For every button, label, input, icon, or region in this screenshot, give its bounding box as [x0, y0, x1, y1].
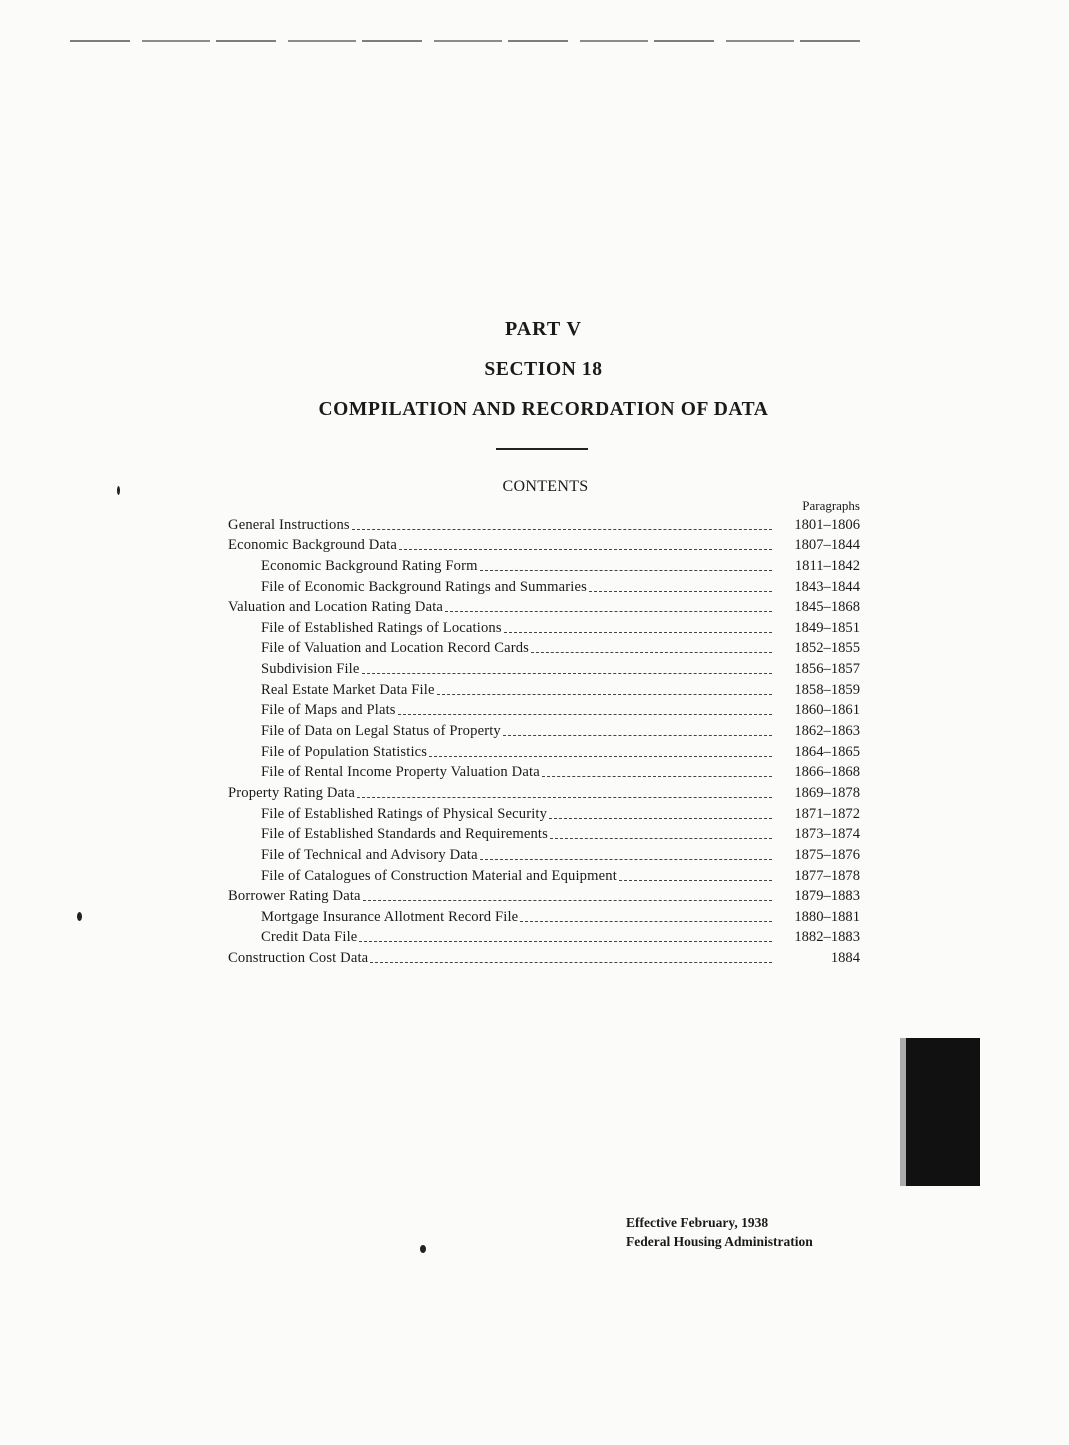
- dot-leader: [480, 858, 772, 860]
- toc-entry: [228, 782, 860, 803]
- dot-leader: [520, 920, 772, 922]
- toc-entry-paragraphs: 1871–1872: [794, 805, 860, 822]
- toc-entry-label: File of Technical and Advisory Data: [261, 846, 478, 863]
- toc-entry-paragraphs: 1845–1868: [794, 599, 860, 616]
- dot-leader: [429, 755, 772, 757]
- toc-entry-label: Credit Data File: [261, 929, 358, 946]
- toc-entry: [228, 617, 860, 638]
- dot-leader: [363, 899, 772, 901]
- toc-entry: [228, 597, 860, 618]
- toc-entry: [228, 679, 860, 700]
- dot-leader: [398, 713, 772, 715]
- part-heading: PART V: [505, 318, 582, 340]
- dot-leader: [619, 879, 772, 881]
- toc-entry-paragraphs: 1877–1878: [794, 867, 860, 884]
- toc-entry-label: File of Catalogues of Construction Material and Equipment: [261, 867, 617, 884]
- toc-entry: [228, 906, 860, 927]
- toc-entry-label: File of Established Ratings of Locations: [261, 619, 502, 636]
- toc-entry: [228, 514, 860, 535]
- toc-entry-paragraphs: 1858–1859: [794, 681, 860, 698]
- toc-entry: [228, 865, 860, 886]
- toc-entry: [228, 638, 860, 659]
- toc-entry-paragraphs: 1801–1806: [794, 516, 860, 533]
- table-of-contents: [228, 514, 860, 968]
- scan-speck: [77, 912, 82, 921]
- toc-entry-label: File of Established Standards and Requirements: [261, 826, 548, 843]
- dot-leader: [362, 672, 773, 674]
- toc-entry-paragraphs: 1875–1876: [794, 846, 860, 863]
- toc-entry: [228, 535, 860, 556]
- toc-entry-paragraphs: 1880–1881: [794, 908, 860, 925]
- toc-entry-label: File of Data on Legal Status of Property: [261, 723, 501, 740]
- dot-leader: [399, 548, 772, 550]
- toc-entry-paragraphs: 1811–1842: [794, 557, 860, 574]
- dot-leader: [352, 528, 772, 530]
- dot-leader: [542, 775, 772, 777]
- toc-entry-label: Mortgage Insurance Allotment Record File: [261, 908, 519, 925]
- toc-entry-paragraphs: 1882–1883: [794, 929, 860, 946]
- toc-entry: [228, 700, 860, 721]
- toc-entry-label: Valuation and Location Rating Data: [228, 599, 444, 616]
- contents-heading: CONTENTS: [502, 478, 589, 495]
- footer: [626, 1213, 813, 1251]
- dot-leader: [549, 817, 772, 819]
- toc-entry-label: File of Valuation and Location Record Cards: [261, 640, 529, 657]
- dot-leader: [359, 940, 772, 942]
- scan-speck: [420, 1245, 426, 1253]
- dot-leader: [504, 631, 772, 633]
- toc-entry-label: Real Estate Market Data File: [261, 681, 435, 698]
- toc-entry-label: File of Rental Income Property Valuation Data: [261, 764, 540, 781]
- section-heading: SECTION 18: [484, 359, 603, 380]
- toc-entry-label: Subdivision File: [261, 661, 360, 678]
- toc-entry: [228, 762, 860, 783]
- toc-entry-paragraphs: 1869–1878: [794, 784, 860, 801]
- toc-entry-paragraphs: 1843–1844: [794, 578, 860, 595]
- dot-leader: [503, 734, 772, 736]
- toc-entry-paragraphs: 1884: [830, 950, 860, 967]
- toc-entry: [228, 576, 860, 597]
- toc-entry: [228, 555, 860, 576]
- toc-entry-label: File of Established Ratings of Physical Security: [261, 805, 548, 822]
- dot-leader: [357, 796, 772, 798]
- toc-entry-paragraphs: 1862–1863: [794, 723, 860, 740]
- toc-entry-paragraphs: 1879–1883: [794, 888, 860, 905]
- toc-entry: [228, 658, 860, 679]
- toc-entry: [228, 824, 860, 845]
- toc-entry-paragraphs: 1864–1865: [794, 743, 860, 760]
- dot-leader: [550, 837, 772, 839]
- toc-entry: [228, 947, 860, 968]
- scan-edge-line: [70, 40, 870, 42]
- dot-leader: [370, 961, 772, 963]
- toc-entry-paragraphs: 1849–1851: [794, 619, 860, 636]
- toc-entry-label: General Instructions: [228, 516, 350, 533]
- heading-divider: [496, 448, 588, 450]
- toc-entry-label: Construction Cost Data: [228, 950, 369, 967]
- toc-entry-label: File of Maps and Plats: [261, 702, 396, 719]
- toc-entry-label: File of Population Statistics: [261, 743, 428, 760]
- dot-leader: [531, 651, 772, 653]
- toc-entry: [228, 741, 860, 762]
- toc-entry: [228, 844, 860, 865]
- toc-entry-paragraphs: 1852–1855: [794, 640, 860, 657]
- agency-name: Federal Housing Administration: [626, 1234, 813, 1249]
- toc-entry-label: Property Rating Data: [228, 784, 356, 801]
- toc-entry-paragraphs: 1866–1868: [794, 764, 860, 781]
- toc-entry-paragraphs: 1807–1844: [794, 537, 860, 554]
- toc-entry-label: File of Economic Background Ratings and Summaries: [261, 578, 587, 595]
- toc-entry-label: Borrower Rating Data: [228, 888, 361, 905]
- dot-leader: [480, 569, 772, 571]
- effective-date: Effective February, 1938: [626, 1215, 769, 1230]
- toc-entry: [228, 886, 860, 907]
- toc-entry: [228, 803, 860, 824]
- toc-entry: [228, 720, 860, 741]
- toc-entry-paragraphs: 1860–1861: [794, 702, 860, 719]
- dot-leader: [589, 590, 772, 592]
- dot-leader: [437, 693, 772, 695]
- toc-entry: [228, 927, 860, 948]
- paragraphs-column-header: Paragraphs: [802, 498, 860, 513]
- toc-entry-label: Economic Background Data: [228, 537, 397, 554]
- toc-entry-paragraphs: 1873–1874: [794, 826, 860, 843]
- toc-entry-label: Economic Background Rating Form: [261, 557, 478, 574]
- dot-leader: [445, 610, 772, 612]
- scan-edge-mark: [906, 1038, 980, 1186]
- section-title: COMPILATION AND RECORDATION OF DATA: [318, 399, 769, 420]
- toc-entry-paragraphs: 1856–1857: [794, 661, 860, 678]
